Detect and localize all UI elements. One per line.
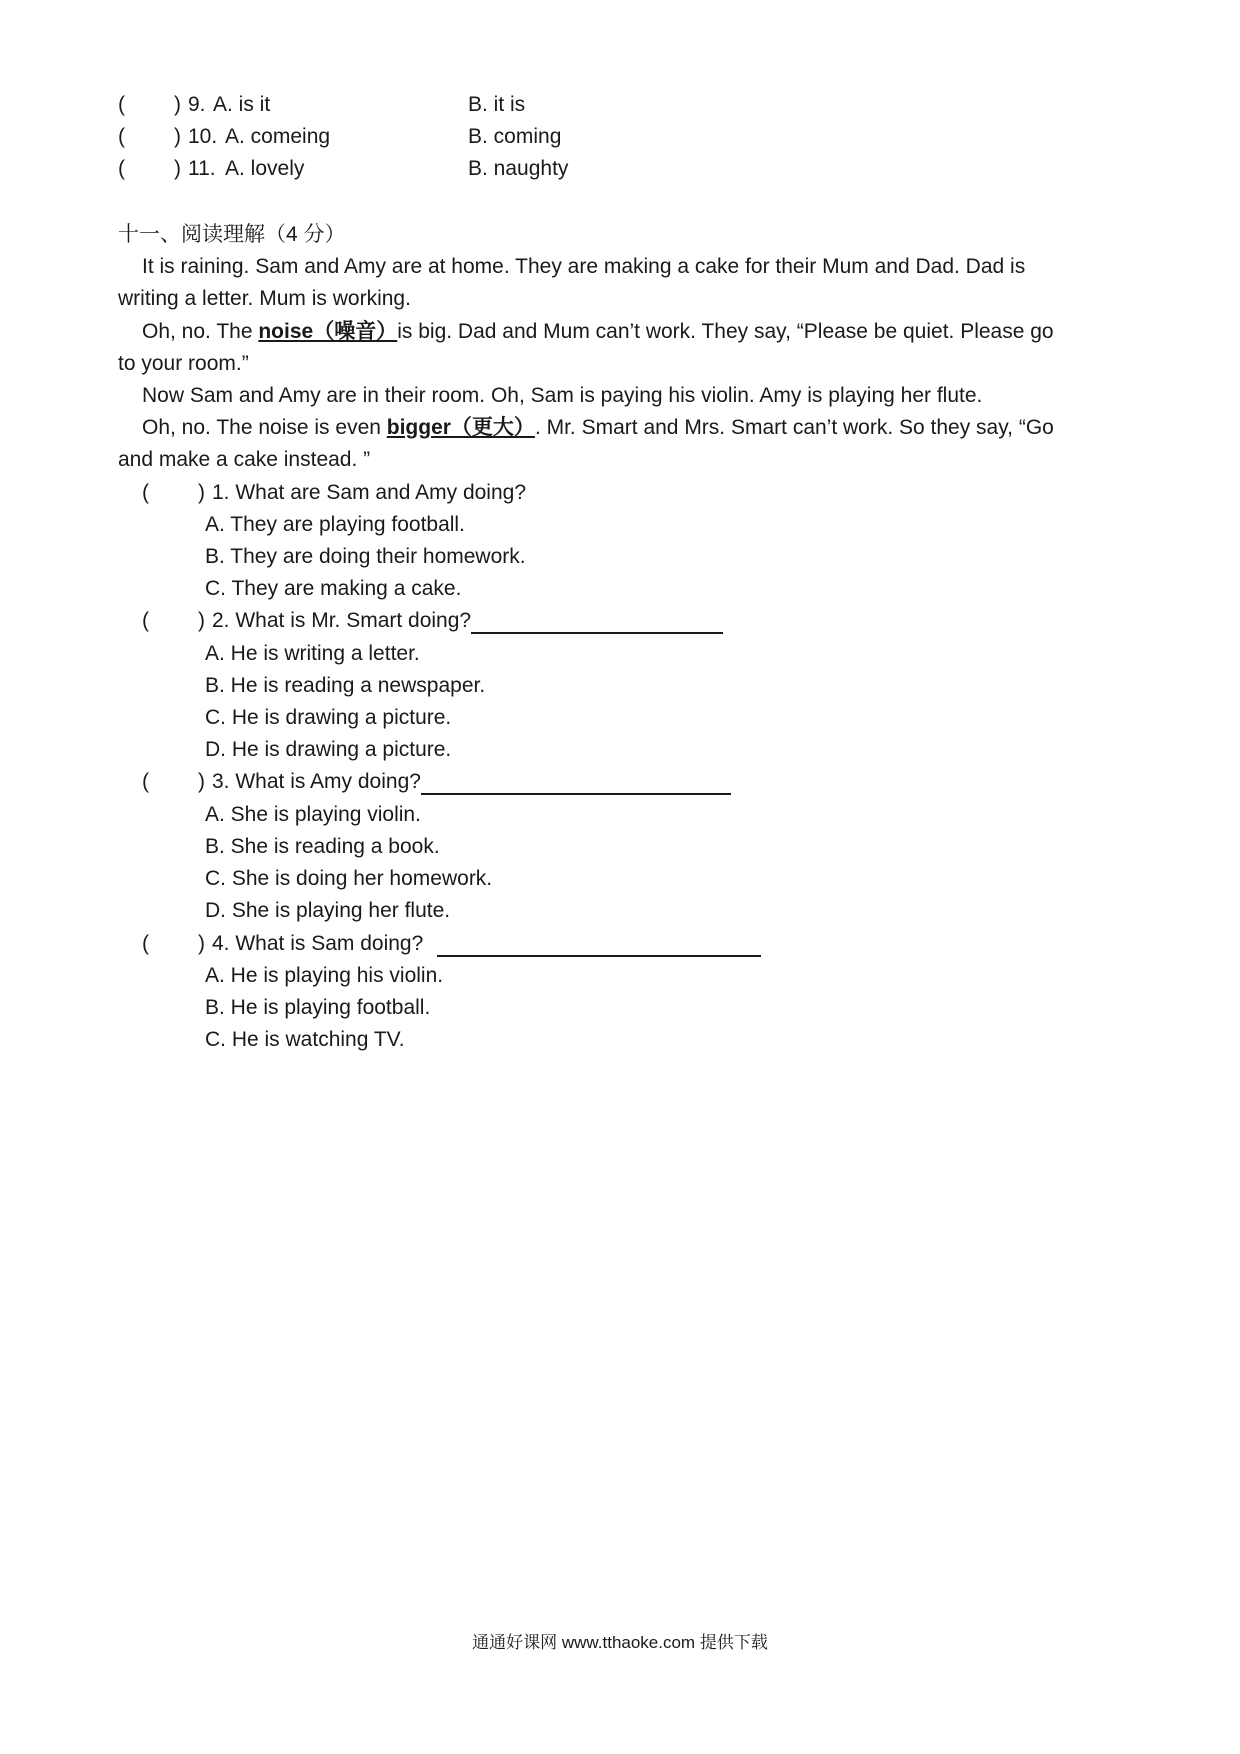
question-2 [142, 608, 472, 634]
matching-item-11 [118, 156, 569, 182]
answer-paren-open: ( [142, 481, 149, 504]
option-b: B. coming [468, 125, 562, 148]
question-line [212, 769, 731, 795]
answer-paren-open: ( [142, 770, 149, 793]
question-3-option-c: C. She is doing her homework. [205, 867, 493, 890]
answer-blank[interactable] [471, 610, 723, 634]
answer-paren-close: ) [198, 770, 205, 793]
question-4-option-a: A. He is playing his violin. [205, 964, 444, 987]
question-2-option-b: B. He is reading a newspaper. [205, 674, 486, 697]
passage-paragraph-4-line-1 [142, 415, 1054, 441]
matching-item-9 [118, 92, 526, 118]
question-1-option-c: C. They are making a cake. [205, 577, 462, 600]
matching-item-10 [118, 124, 562, 150]
question-1-option-a: A. They are playing football. [205, 513, 465, 536]
passage-paragraph-2-line-1 [142, 319, 1054, 345]
question-4-option-b: B. He is playing football. [205, 996, 431, 1019]
page-footer: 通通好课网 www.tthaoke.com 提供下载 [472, 1633, 768, 1652]
question-3-option-b: B. She is reading a book. [205, 835, 440, 858]
question-4-option-c: C. He is watching TV. [205, 1028, 405, 1051]
option-b: B. naughty [468, 157, 569, 180]
passage-paragraph-1-line-2: writing a letter. Mum is working. [118, 287, 411, 310]
item-number: 11. [188, 157, 216, 180]
answer-paren-open: ( [118, 125, 125, 148]
passage-text: . Mr. Smart and Mrs. Smart can’t work. So they say, “Go [534, 416, 1054, 439]
answer-blank[interactable] [437, 933, 761, 957]
option-a: A. lovely [225, 157, 305, 180]
passage-text: Oh, no. The noise is even [142, 416, 387, 439]
question-line [212, 608, 723, 634]
answer-paren-close: ) [174, 93, 181, 116]
question-text: 4. What is Sam doing? [212, 932, 430, 955]
answer-blank[interactable] [421, 771, 731, 795]
passage-paragraph-1-line-1: It is raining. Sam and Amy are at home. They are making a cake for their Mum and Dad. Dad is [142, 255, 1026, 278]
passage-paragraph-2-line-2: to your room.” [118, 352, 249, 375]
answer-paren-open: ( [142, 932, 149, 955]
question-3 [142, 769, 421, 795]
keyword-noise: noise（噪音） [258, 320, 398, 343]
answer-paren-open: ( [118, 93, 125, 116]
passage-text: is big. Dad and Mum can’t work. They say, “Please be quiet. Please go [397, 320, 1054, 343]
option-b: B. it is [468, 93, 526, 116]
question-1-option-b: B. They are doing their homework. [205, 545, 526, 568]
answer-paren-close: ) [174, 157, 181, 180]
question-3-option-d: D. She is playing her flute. [205, 899, 451, 922]
answer-paren-open: ( [118, 157, 125, 180]
question-line [212, 931, 761, 957]
question-text: 3. What is Amy doing? [212, 770, 421, 793]
question-4 [142, 931, 430, 957]
section-heading: 十一、阅读理解（4 分） [118, 223, 346, 246]
passage-paragraph-3: Now Sam and Amy are in their room. Oh, Sam is paying his violin. Amy is playing her flute. [142, 384, 983, 407]
keyword-bigger: bigger（更大） [386, 416, 535, 439]
question-1 [142, 480, 527, 506]
question-3-option-a: A. She is playing violin. [205, 803, 421, 826]
answer-paren-open: ( [142, 609, 149, 632]
question-text: 2. What is Mr. Smart doing? [212, 609, 472, 632]
question-text: 1. What are Sam and Amy doing? [212, 481, 527, 504]
answer-paren-close: ) [174, 125, 181, 148]
item-number: 9. [188, 93, 206, 116]
answer-paren-close: ) [198, 609, 205, 632]
answer-paren-close: ) [198, 481, 205, 504]
item-number: 10. [188, 125, 218, 148]
option-a: A. is it [213, 93, 271, 116]
passage-paragraph-4-line-2: and make a cake instead. ” [118, 448, 371, 471]
option-a: A. comeing [225, 125, 331, 148]
question-2-option-a: A. He is writing a letter. [205, 642, 420, 665]
question-2-option-d: D. He is drawing a picture. [205, 738, 452, 761]
passage-text: Oh, no. The [142, 320, 259, 343]
question-2-option-c: C. He is drawing a picture. [205, 706, 452, 729]
answer-paren-close: ) [198, 932, 205, 955]
